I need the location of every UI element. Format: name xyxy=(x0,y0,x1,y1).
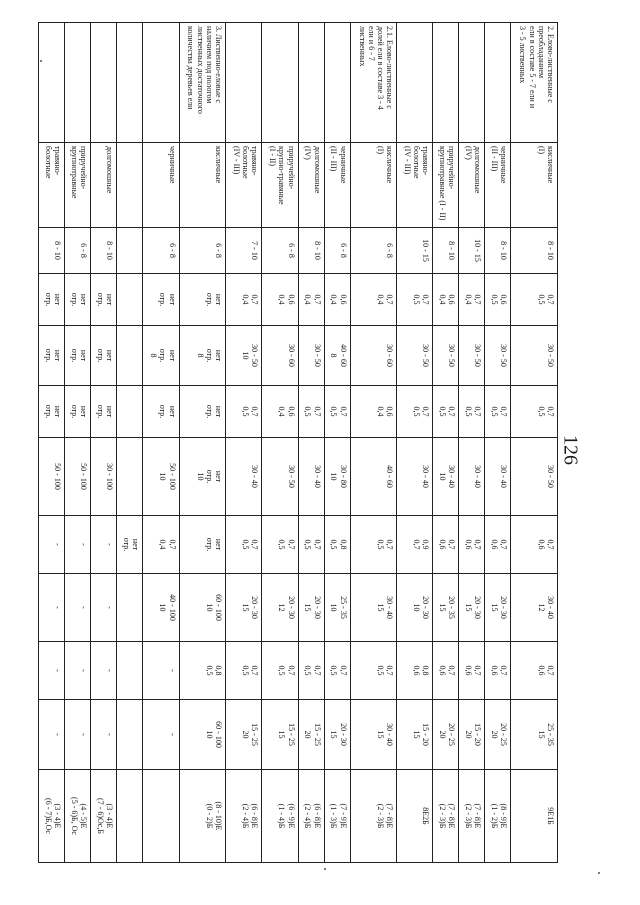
table-cell: (8 - 10)Е (0 - 2)Б xyxy=(179,770,226,863)
table-cell: 30 - 50 10 xyxy=(226,326,262,386)
table-cell: - xyxy=(143,642,179,700)
table-cell: 30 - 50 xyxy=(262,438,298,516)
table-cell: 30 - 60 xyxy=(350,326,397,386)
table-cell: 30 - 50 xyxy=(511,438,558,516)
table-row xyxy=(298,23,324,863)
table-cell xyxy=(117,770,143,863)
table-cell: 30 - 50 xyxy=(433,326,459,386)
table-cell: приручейно- крупнотравные xyxy=(65,143,91,228)
table-cell: - xyxy=(65,574,91,642)
table-cell xyxy=(298,23,324,143)
table-cell xyxy=(117,228,143,274)
table-cell: приручейно- крупнотравные (I - II) xyxy=(433,143,459,228)
table-cell: (7 - 8)Е (2 - 3)Б xyxy=(459,770,485,863)
table-cell: - xyxy=(39,516,65,574)
table-cell: 40 - 60 8 xyxy=(324,326,350,386)
table-cell: - xyxy=(65,700,91,770)
table-cell: 30 - 50 xyxy=(298,326,324,386)
table-row xyxy=(262,23,298,863)
table-cell: кисличные xyxy=(179,143,226,228)
table-cell xyxy=(226,23,262,143)
table-cell: 20 - 30 15 xyxy=(324,700,350,770)
table-cell: - xyxy=(39,642,65,700)
table-cell: 6 - 8 xyxy=(324,228,350,274)
table-cell: 20 - 30 15 xyxy=(298,574,324,642)
table-cell: 25 - 35 15 xyxy=(511,700,558,770)
table-cell: 15 - 25 15 xyxy=(262,700,298,770)
table-cell: черничные (II - III) xyxy=(324,143,350,228)
table-cell: 0,7 0,5 xyxy=(226,516,262,574)
table-cell: кисличные (I) xyxy=(511,143,558,228)
table-cell: 60 - 100 10 xyxy=(179,574,226,642)
table-cell: 20 - 25 20 xyxy=(433,700,459,770)
table-cell: нет отр. 10 xyxy=(179,438,226,516)
table-cell: 6 - 8 xyxy=(350,228,397,274)
table-cell: 0,7 0,6 xyxy=(433,516,459,574)
table-cell: нет отр. xyxy=(91,386,117,438)
table-cell: (6 - 8)Е (2 - 4)Б xyxy=(226,770,262,863)
table-cell: 0,6 0,4 xyxy=(350,386,397,438)
table-cell: - xyxy=(39,700,65,770)
table-cell: 20 - 30 15 xyxy=(226,574,262,642)
table-cell: (7 - 9)Е (1 - 3)Б xyxy=(324,770,350,863)
table-cell: 0,7 0,5 xyxy=(324,642,350,700)
table-cell: 0,7 0,5 xyxy=(226,642,262,700)
table-cell xyxy=(65,23,91,143)
table-row xyxy=(143,23,179,863)
table-cell: 15 - 25 20 xyxy=(226,700,262,770)
table-cell: - xyxy=(143,700,179,770)
table-cell: 10 - 15 xyxy=(459,228,485,274)
table-cell: 0,7 0,5 xyxy=(397,274,433,326)
table-cell: 30 - 50 xyxy=(511,326,558,386)
table-cell: нет отр. xyxy=(65,274,91,326)
table-cell xyxy=(117,438,143,516)
table-cell: - xyxy=(65,516,91,574)
table-cell: нет отр. xyxy=(39,274,65,326)
table-cell: долгомошные xyxy=(91,143,117,228)
table-cell xyxy=(433,23,459,143)
table-cell: 8 - 10 xyxy=(433,228,459,274)
table-cell: 20 - 30 15 xyxy=(459,574,485,642)
table-cell: 0,7 0,5 xyxy=(433,386,459,438)
table-cell: 0,6 0,4 xyxy=(262,386,298,438)
table-cell: 0,7 0,5 xyxy=(324,386,350,438)
table-cell: 0,7 0,6 xyxy=(459,516,485,574)
table-cell xyxy=(117,274,143,326)
table-cell xyxy=(117,642,143,700)
table-cell: - xyxy=(91,574,117,642)
table-cell xyxy=(91,23,117,143)
table-cell: нет отр. xyxy=(91,326,117,386)
table-cell: 0,7 0,4 xyxy=(143,516,179,574)
table-cell: - xyxy=(91,642,117,700)
table-cell: 0,6 0,4 xyxy=(433,274,459,326)
table-row xyxy=(226,23,262,863)
table-cell: 0,6 0,4 xyxy=(262,274,298,326)
table-cell: 30 - 40 xyxy=(397,438,433,516)
table-cell: 0,7 0,4 xyxy=(226,274,262,326)
table-cell: 30 - 40 xyxy=(226,438,262,516)
table-cell: 0,7 0,5 xyxy=(459,386,485,438)
table-cell: 0,7 0,5 xyxy=(298,642,324,700)
table-cell: 8Е2Б xyxy=(397,770,433,863)
table-cell xyxy=(117,23,143,143)
table-cell: 8 - 10 xyxy=(511,228,558,274)
page-number: 126 xyxy=(559,435,582,465)
table-cell: травяно- болотные xyxy=(39,143,65,228)
table-cell: 0,7 0,5 xyxy=(226,386,262,438)
table-cell: 20 - 30 15 xyxy=(485,574,511,642)
table-cell xyxy=(459,23,485,143)
table-cell xyxy=(143,770,179,863)
table-cell: нет отр. xyxy=(39,326,65,386)
table-cell xyxy=(117,700,143,770)
table-cell: 25 - 35 10 xyxy=(324,574,350,642)
table-cell: 8 - 10 xyxy=(485,228,511,274)
table-cell: нет отр. xyxy=(179,274,226,326)
table-cell: долгомошные (IV) xyxy=(298,143,324,228)
table-cell: 15 - 20 15 xyxy=(397,700,433,770)
table-cell: 0,7 0,4 xyxy=(459,274,485,326)
table-cell: 0,7 0,5 xyxy=(298,386,324,438)
table-cell: 20 - 35 15 xyxy=(433,574,459,642)
table-cell: 50 - 100 xyxy=(65,438,91,516)
table-cell: 2. Елово-лиственные с преобладанием ели в составе 5 - 7 ели и 3 - 5 лиственных xyxy=(511,23,558,143)
table-cell: 20 - 25 20 xyxy=(485,700,511,770)
table-cell: 30 - 50 xyxy=(459,326,485,386)
table-cell: (8 - 9)Е (1 - 2)Б xyxy=(485,770,511,863)
table-cell: 8 - 10 xyxy=(39,228,65,274)
table-cell: кисличные (I) xyxy=(350,143,397,228)
table-cell xyxy=(117,386,143,438)
table-cell: 0,7 0,5 xyxy=(511,386,558,438)
forest-regeneration-table xyxy=(38,22,558,863)
table-row xyxy=(39,23,65,863)
table-cell: 30 - 50 xyxy=(397,326,433,386)
table-row xyxy=(511,23,558,863)
table-cell: 30 - 60 xyxy=(262,326,298,386)
table-cell: 0,7 0,5 xyxy=(511,274,558,326)
table-cell xyxy=(39,23,65,143)
table-cell: черничные xyxy=(143,143,179,228)
table-cell: 0,8 0,5 xyxy=(179,642,226,700)
table-cell: (7 - 8)Е (2 - 3)Б xyxy=(350,770,397,863)
table-cell: 0,7 0,5 xyxy=(262,516,298,574)
table-cell: черничные (II - III) xyxy=(485,143,511,228)
table-cell: нет отр. xyxy=(117,516,143,574)
table-cell xyxy=(117,143,143,228)
table-cell: 0,7 0,5 xyxy=(262,642,298,700)
table-cell: 30 - 40 xyxy=(485,438,511,516)
table-row xyxy=(433,23,459,863)
table-cell: 3. Лиственно-еловые с наличием под пологом лиственных достаточного количества деревьев ели xyxy=(179,23,226,143)
table-cell: 6 - 8 xyxy=(65,228,91,274)
table-cell: 0,7 0,4 xyxy=(350,274,397,326)
table-row xyxy=(459,23,485,863)
table-cell: 15 - 20 20 xyxy=(459,700,485,770)
table-cell: 20 - 30 12 xyxy=(262,574,298,642)
table-cell: 30 - 100 xyxy=(91,438,117,516)
table-cell: 0,7 0,5 xyxy=(298,516,324,574)
table-cell: 0,7 0,5 xyxy=(397,386,433,438)
table-cell: 40 - 60 xyxy=(350,438,397,516)
table-cell: 8 - 10 xyxy=(91,228,117,274)
table-cell: 30 - 40 10 xyxy=(433,438,459,516)
table-row xyxy=(117,23,143,863)
table-cell xyxy=(262,23,298,143)
table-cell: (4 - 5)Е (5 - 6)Б, Ос xyxy=(65,770,91,863)
table-row xyxy=(350,23,397,863)
table-cell: 10 - 15 xyxy=(397,228,433,274)
table-cell: 50 - 100 10 xyxy=(143,438,179,516)
table-cell: 0,9 0,7 xyxy=(397,516,433,574)
table-cell: травяно- болотные (IV - III) xyxy=(397,143,433,228)
scan-speck xyxy=(324,868,326,870)
table-row xyxy=(397,23,433,863)
table-cell: 30 - 40 xyxy=(459,438,485,516)
table-cell: 30 - 40 xyxy=(298,438,324,516)
table-cell xyxy=(397,23,433,143)
table-cell: нет отр. xyxy=(65,326,91,386)
table-cell: 2.1. Елово-лиственные с долей ели в составе 3 - 4 ели и 6 - 7 лиственных xyxy=(350,23,397,143)
table-cell xyxy=(117,574,143,642)
table-cell: 0,7 0,6 xyxy=(511,642,558,700)
table-cell: 0,7 0,6 xyxy=(485,642,511,700)
table-cell: травяно- болотные (IV - III) xyxy=(226,143,262,228)
table-row xyxy=(91,23,117,863)
table-cell: нет отр. 8 xyxy=(179,326,226,386)
table-cell: 15 - 25 20 xyxy=(298,700,324,770)
table-cell: (7 - 8)Е (2 - 3)Б xyxy=(433,770,459,863)
table-cell xyxy=(117,326,143,386)
table-cell: 6 - 8 xyxy=(143,228,179,274)
table-cell: 60 - 100 10 xyxy=(179,700,226,770)
table-row xyxy=(324,23,350,863)
table-cell: 0,7 0,5 xyxy=(485,386,511,438)
table-cell: (6 - 9)Е (1 - 4)Б xyxy=(262,770,298,863)
table-cell: 0,7 0,6 xyxy=(511,516,558,574)
table-cell: 0,7 0,5 xyxy=(350,516,397,574)
table-cell: 9Е1Б xyxy=(511,770,558,863)
table-cell: нет отр. xyxy=(91,274,117,326)
table-cell: 8 - 10 xyxy=(298,228,324,274)
table-cell: приручейно- крупно-травяные (I - II) xyxy=(262,143,298,228)
table-cell: 40 - 100 10 xyxy=(143,574,179,642)
rotated-table-container xyxy=(38,22,558,862)
table-cell: нет отр. xyxy=(65,386,91,438)
table-cell: 6 - 8 xyxy=(179,228,226,274)
table-cell xyxy=(324,23,350,143)
table-cell: 30 - 40 15 xyxy=(350,700,397,770)
table-cell: 0,7 0,6 xyxy=(459,642,485,700)
table-cell: долгомошные (IV) xyxy=(459,143,485,228)
scan-speck xyxy=(40,60,42,62)
table-row xyxy=(485,23,511,863)
table-cell: 30 - 80 10 xyxy=(324,438,350,516)
table-cell: 0,7 0,6 xyxy=(485,516,511,574)
table-cell: нет отр. xyxy=(143,274,179,326)
scan-speck xyxy=(598,872,600,874)
table-cell: 30 - 40 15 xyxy=(350,574,397,642)
table-cell: 30 - 40 12 xyxy=(511,574,558,642)
table-cell: - xyxy=(65,642,91,700)
table-cell: 0,7 0,5 xyxy=(350,642,397,700)
table-cell: нет отр. xyxy=(179,516,226,574)
table-row xyxy=(65,23,91,863)
table-cell: (3 - 4)Е (7 - 6)Ос,Б xyxy=(91,770,117,863)
table-cell: (3 - 4)Е (6 - 7)Б,Ос xyxy=(39,770,65,863)
table-cell: 20 - 30 10 xyxy=(397,574,433,642)
table-cell: - xyxy=(91,700,117,770)
table-cell: нет отр. xyxy=(143,386,179,438)
table-cell: 0,6 0,5 xyxy=(485,274,511,326)
table-cell xyxy=(485,23,511,143)
table-cell: нет отр. xyxy=(179,386,226,438)
table-cell: - xyxy=(91,516,117,574)
table-cell: нет отр. xyxy=(39,386,65,438)
table-cell: 0,8 0,5 xyxy=(324,516,350,574)
table-cell: 0,7 0,6 xyxy=(433,642,459,700)
table-cell: (6 - 8)Е (2 - 4)Б xyxy=(298,770,324,863)
table-cell: 0,6 0,4 xyxy=(324,274,350,326)
table-cell: 6 - 8 xyxy=(262,228,298,274)
table-cell: 7 - 10 xyxy=(226,228,262,274)
table-cell xyxy=(143,23,179,143)
table-row xyxy=(179,23,226,863)
table-cell: 0,8 0,6 xyxy=(397,642,433,700)
table-cell: нет отр. 8 xyxy=(143,326,179,386)
table-cell: 50 - 100 xyxy=(39,438,65,516)
table-body xyxy=(39,23,558,863)
table-cell: 30 - 50 xyxy=(485,326,511,386)
table-cell: 0,7 0,4 xyxy=(298,274,324,326)
table-cell: - xyxy=(39,574,65,642)
